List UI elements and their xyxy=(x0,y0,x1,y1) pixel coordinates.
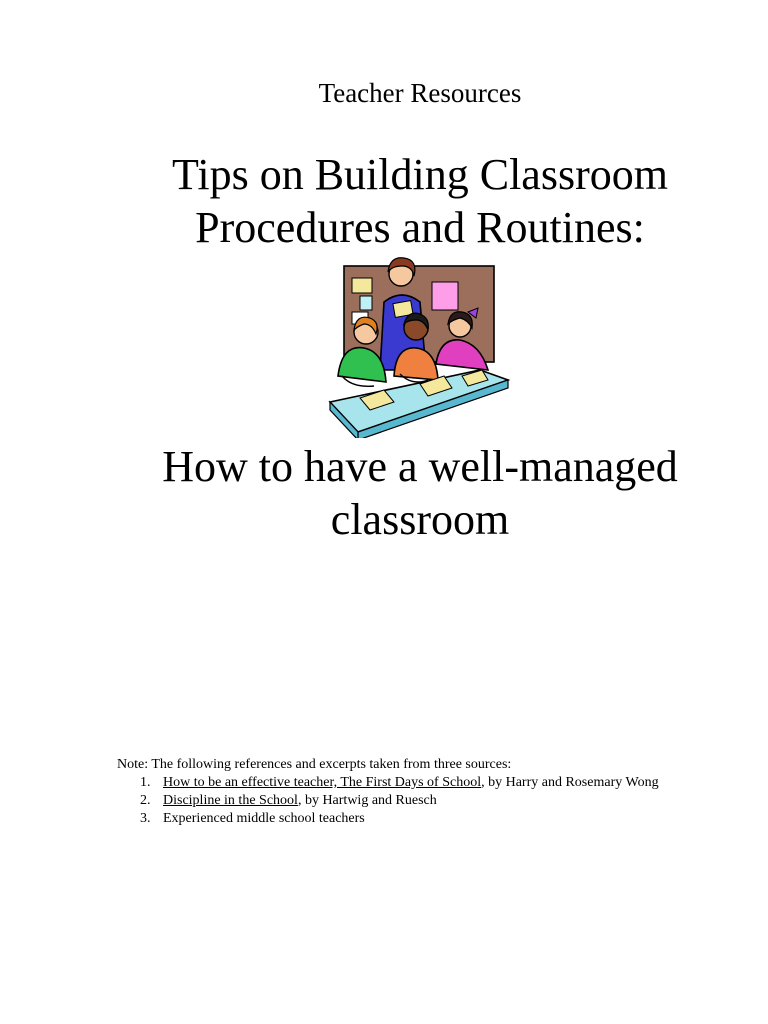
source-title: Discipline in the School xyxy=(163,793,298,808)
classroom-teacher-students-icon xyxy=(328,252,514,438)
sources-list xyxy=(117,774,737,828)
document-header: Teacher Resources xyxy=(318,78,522,108)
subtitle-line-2: classroom xyxy=(330,495,510,544)
subtitle xyxy=(0,440,768,546)
list-item xyxy=(117,774,737,792)
list-item xyxy=(117,792,737,810)
list-number: 1. xyxy=(140,775,151,790)
list-number: 3. xyxy=(140,811,151,826)
subtitle-line-1: How to have a well-managed xyxy=(162,442,678,491)
source-author: Experienced middle school teachers xyxy=(163,811,365,826)
sources-note xyxy=(117,756,737,828)
main-title-line-2: Procedures and Routines: xyxy=(195,203,645,252)
source-author: , by Harry and Rosemary Wong xyxy=(481,775,659,790)
main-title-line-1: Tips on Building Classroom xyxy=(172,150,668,199)
note-intro: Note: The following references and excerpts taken from three sources: xyxy=(117,757,512,772)
list-item xyxy=(117,810,737,828)
source-author: , by Hartwig and Ruesch xyxy=(297,793,437,808)
source-title: How to be an effective teacher, The First Days of School xyxy=(163,775,482,790)
main-title xyxy=(0,148,768,254)
list-number: 2. xyxy=(140,793,151,808)
